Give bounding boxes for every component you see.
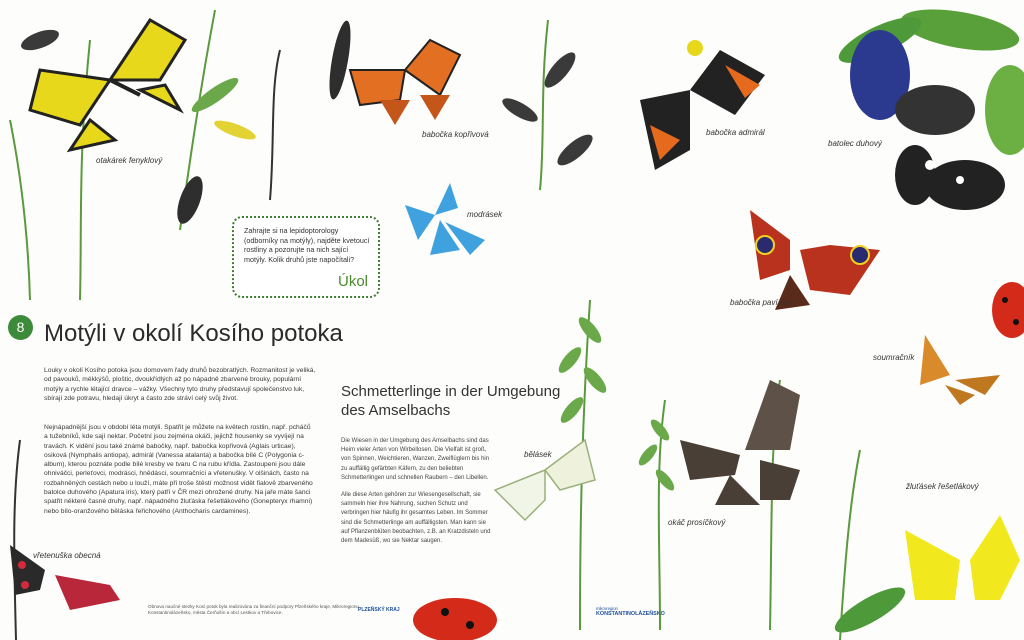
- section-number-badge: 8: [8, 315, 33, 340]
- butterfly-small-tortoiseshell-illustration: [350, 40, 460, 125]
- butterfly-skipper-illustration: [920, 335, 1000, 405]
- label-purple-emperor: batolec duhový: [828, 139, 882, 148]
- german-paragraph-2: Alle diese Arten gehören zur Wiesengesellschaft, sie sammeln hier ihre Nahrung, suchen Schutz und verbringen hier häufig ihr gesamtes Leben. Im Sommer sind die Schmetterlinge am auffälligsten. Man kann sie auf Pflanzenblüten beobachten, z.B. an Kratzdisteln und dem Madesüß, wo sie Nektar saugen.: [341, 492, 491, 545]
- task-text: Zahrajte si na lepidoptorology (odborníky na motýly), najděte kvetoucí rostliny a pozorujte na nich sající motýly. Kolik druhů jste napočítali?: [244, 226, 370, 264]
- czech-paragraph-2: Nejnápadnější jsou v období léta motýli. Spatřit je můžete na květech rostlin, např. pcháčů a tužebníků, kde sají nektar. Početní jsou zejména okáči, jejichž housenky se vyvíjejí na travách. K vidění jsou také známé babočky, např. babočka kopřivová (Aglais urticae), osiková (Nymphalis antiopa), admirál (Vanessa atalanta) a babočka bílé C (Polygonia c-album), kterou poznáte podle bílé kresby ve tvaru C na rubu křídla. Zastoupeni jsou dále ohniváčci, perleťovci, modrásci, hnědásci, soumračníci a vřetenušky. V olšinách, často na rozbahněných cestách nebo u louží, máte při troše štěstí možnost vidět fialově zbarveného batolce duhového (Apatura iris), který patří v ČR mezi ohrožené druhy. Na jaře máte šanci spatřit některé časné druhy, např. nápadného žluťáska řešetlákového (Gonepteryx rhamni) nebo bílo-oranžového běláska řeřichového (Anthocharis cardamines).: [44, 424, 313, 515]
- label-peacock: babočka paví oko: [730, 298, 793, 307]
- task-box: [232, 216, 380, 298]
- german-paragraph-1: Die Wiesen in der Umgebung des Amselbachs sind das Heim vieler Arten von Wirbellosen. Die Vielfalt ist groß, von Spinnen, Weichtieren, Wanzen, Zweiflüglern bis hin zu auffällig gefärbten Käfern, zu den beliebten Schmetterlingen und schnellen Raubern – den Libellen.: [341, 438, 490, 481]
- footer-credits: Obnova naučné stezky Kosí potok byla realizována za finanční podpory Plzeňského kraje, Mikroregionu Konstantinolázeňsko, města Čerňošín a obcí Lestkov a Třebovice.: [148, 604, 359, 615]
- logo-plzen-region: PLZEŇSKÝ KRAJ: [358, 607, 400, 613]
- logo-microregion-small: mikroregion: [596, 606, 618, 611]
- butterfly-red-admiral-illustration: [640, 40, 765, 170]
- page-title: Motýli v okolí Kosího potoka: [44, 320, 343, 347]
- butterfly-purple-emperor-illustration: [850, 30, 1005, 210]
- label-skipper: soumračník: [873, 353, 915, 362]
- label-red-admiral: babočka admirál: [706, 128, 765, 137]
- task-label: Úkol: [337, 273, 368, 290]
- logo-microregion-name: KONSTANTINOLÁZEŇSKO: [596, 611, 665, 617]
- butterfly-brimstone-illustration: [905, 515, 1020, 600]
- label-swallowtail: otakárek fenyklový: [96, 156, 163, 165]
- butterfly-ringlet-illustration: [680, 380, 800, 505]
- label-small-tortoiseshell: babočka kopřivová: [422, 130, 489, 139]
- czech-paragraph-1: Louky v okolí Kosího potoka jsou domovem řady druhů bezobratlých. Rozmanitost je veliká, od pavouků, měkkýšů, ploštic, dvoukřídlých až po nápadně zbarvené brouky, populární motýly a rychle létající dravce – vážky. Všechny tyto druhy představují společenstvo luk, sbírají zde potravu, hledají úkryt a často zde stráví celý svůj život.: [44, 367, 316, 402]
- german-text: [341, 437, 491, 546]
- label-burnet: vřetenuška obecná: [33, 551, 101, 560]
- logo-microregion: [596, 606, 665, 617]
- label-white: bělásek: [524, 450, 552, 459]
- label-ringlet: okáč prosíčkový: [668, 518, 726, 527]
- butterfly-peacock-illustration: [750, 210, 880, 310]
- label-blue: modrásek: [467, 210, 503, 219]
- german-title: Schmetterlinge in der Umgebung des Amselbachs: [341, 383, 561, 419]
- label-brimstone: žluťásek řešetlákový: [906, 482, 979, 491]
- butterfly-blue-illustration: [405, 183, 485, 255]
